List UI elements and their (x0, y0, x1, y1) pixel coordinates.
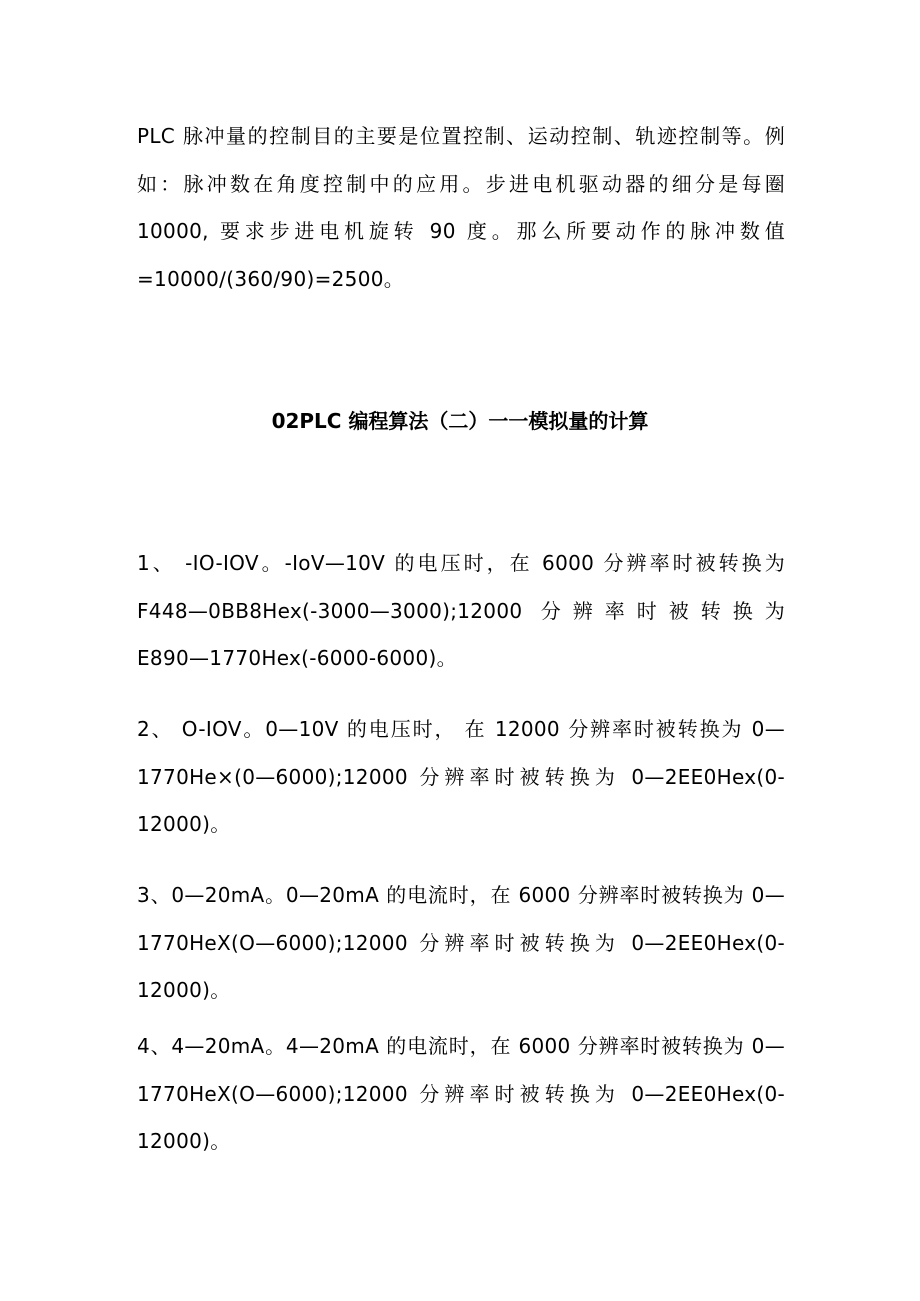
text-line: 1、 -IO-IOV。-IoV—10V 的电压时，在 6000 分辨率时被转换为 (137, 551, 785, 575)
text-line: 1770HeX(O—6000);12000 分辨率时被转换为 0—2EE0Hex(0- (137, 930, 785, 955)
list-item-2 (137, 706, 785, 849)
section-heading: 02PLC 编程算法（二）一一模拟量的计算 (271, 409, 649, 433)
text-line: 2、 O-IOV。0—10V 的电压时， 在 12000 分辨率时被转换为 0— (137, 717, 785, 741)
text-line: 1770HeX(O—6000);12000 分辨率时被转换为 0—2EE0Hex(0- (137, 1081, 785, 1106)
text-line: F448—0BB8Hex(-3000—3000);12000 分辨率时被转换为 (137, 598, 785, 623)
text-line: PLC 脉冲量的控制目的主要是位置控制、运动控制、轨迹控制等。例 (137, 124, 785, 148)
text-line: 10000, 要求步进电机旋转 90 度。那么所要动作的脉冲数值 (137, 219, 785, 243)
list-item-1 (137, 540, 785, 683)
list-item-4 (137, 1023, 785, 1166)
text-line: 1770He×(0—6000);12000 分辨率时被转换为 0—2EE0Hex(0- (137, 764, 785, 789)
text-line: 3、0—20mA。0—20mA 的电流时，在 6000 分辨率时被转换为 0— (137, 883, 785, 907)
intro-paragraph (137, 113, 785, 303)
list-item-3 (137, 872, 785, 1015)
text-line: 12000)。 (137, 812, 231, 836)
text-line: 如：脉冲数在角度控制中的应用。步进电机驱动器的细分是每圈 (137, 171, 785, 196)
text-line: =10000∕(360∕90)=2500。 (137, 266, 405, 291)
text-line: 12000)。 (137, 1129, 231, 1153)
text-line: 4、4—20mA。4—20mA 的电流时，在 6000 分辨率时被转换为 0— (137, 1034, 785, 1058)
text-line: E890—1770Hex(-6000-6000)。 (137, 646, 457, 670)
text-line: 12000)。 (137, 978, 231, 1002)
